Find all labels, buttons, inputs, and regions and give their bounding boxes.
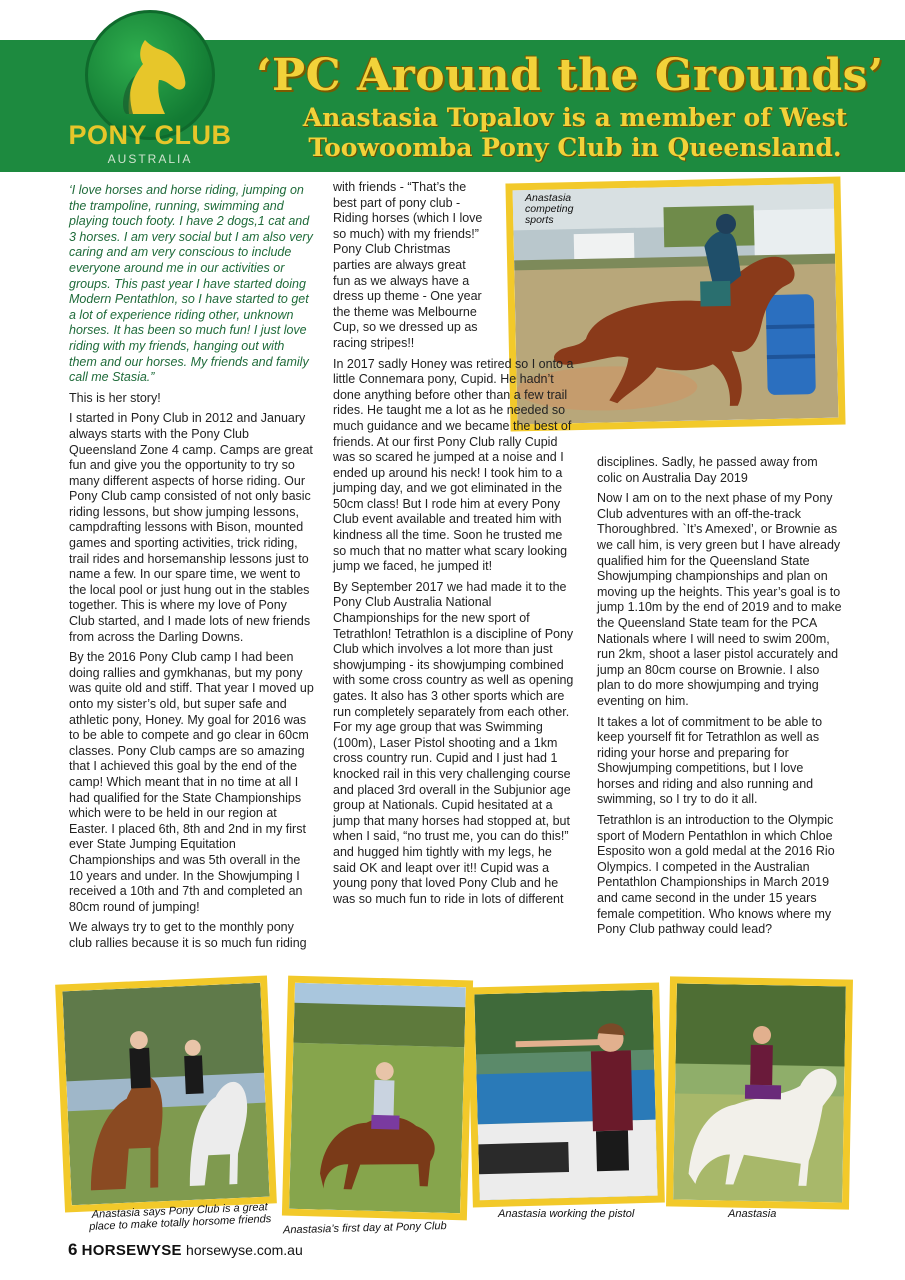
subtitle-line-1: Anastasia Topalov is a member of West (302, 103, 848, 132)
page-number: 6 (68, 1240, 78, 1259)
paragraph: Now I am on to the next phase of my Pony Club adventures with an off-the-track Thoroughbred. `It’s Amexed’, or Brownie as we call him, is very green but I have already qualified him for the Queensland State Showjumping championships and plan on moving up the heights. This year’s goal is to jump 1.10m by the end of 2019 and to make the Queensland State team for the PCA Nationals where I will need to swim 200m, run 2km, shoot a laser pistol accurately and jump an 80cm course on Brownie. I also plan to do more showjumping and trying eventing on him. (597, 491, 842, 708)
paragraph: This is her story! (69, 390, 161, 405)
page-subtitle (270, 103, 880, 163)
paragraph-text: In 2017 sadly Honey was retired so I onto a little Connemara pony, Cupid. He hadn’t done anything before other than a few trail rides. He taught me a lot as he needed so much guidance and we became the best of friends. At our first Pony Club rally Cupid was so scared he jumped at a noise and I ended up around his neck! I took him to a jumping day, and we got eliminated in the 50cm class! But I rode him at every Pony Club event available and treated him with kindness all the time. Soon he trusted me so much that no matter what scary looking jump we faced, he jumped it! (333, 356, 574, 574)
paragraph: By the 2016 Pony Club camp I had been doing rallies and gymkhanas, but my pony was quite old and stiff. That year I moved up onto my sister’s old, but super safe and athletic pony, Honey. My goal for 2016 was to be able to compete and go clear in 60cm classes. Pony Club camps are so amazing that I achieved this goal by the end of the camp! Which meant that in no time at all I had qualified for the State Championships which were to be held in our region at Easter. I placed 6th, 8th and 2nd in my first ever State Jumping Equitation Championships and was 5th overall in the 10 years and under. In the Showjumping I received a 10th and 7th and completed an 80cm round of jumping! (69, 650, 314, 914)
horse-head-icon (99, 24, 199, 124)
caption-anastasia: Anastasia (728, 1208, 777, 1220)
paragraph (333, 357, 578, 575)
caption-first-day: Anastasia’s first day at Pony Club (282, 1220, 447, 1237)
first-day-image (289, 983, 466, 1213)
paragraph: I started in Pony Club in 2012 and January always starts with the Pony Club Queensland Zone 4 camp. Camps are great fun and give you the opportunity to try so many different aspects of horse riding. Our Pony Club camp consisted of not only basic riding lessons, but show jumping lessons, campdrafting lessons with Bison, mounted games and sporting activities, trick riding, trail rides and horsemanship lessons just to name a few. In our spare time, we went to the local pool or just hung out in the stables together. This is where my love of Pony Club started, and I made lots of new friends from across the Darling Downs. (69, 411, 313, 644)
paragraph: disciplines. Sadly, he passed away from colic on Australia Day 2019 (597, 455, 818, 485)
paragraph: By September 2017 we had made it to the Pony Club Australia National Championships for the new sport of Tetrathlon! Tetrathlon is a discipline of Pony Club which involves a lot more than just showjumping - its showjumping combined with some cross country as well as opening gates. It also has 3 other sports which are run completely separately from each other. For my age group that was Swimming (100m), Laser Pistol shooting and a 1km cross country run. Cupid and I just had 1 knocked rail in this very challenging course and placed 3rd overall in the Subjunior age group at Nationals. Cupid hesitated at a jump that many horses had stopped at, but when I said, “no trust me, you can do this!” and hugged him tightly with my legs, he said OK and leapt over it!! Cupid was a young pony that loved Pony Club and he was so much fun to ride in lots of different (333, 579, 574, 906)
main-photo-caption: Anastasia competing sports (525, 192, 574, 226)
intro-quote: ‘I love horses and horse riding, jumping on the trampoline, running, swimming and playing touch footy. I have 2 dogs,1 cat and 3 horses. I am very social but I am also very caring and am very conscious to include everyone around me in our activities or groups. This past year I have started doing Modern Pentathlon, so I have started to get a lot of experience riding other, unknown horses. It has been so much fun! I just love riding with my friends, hanging out with them and our horses. My friends and family call me Stasia.” (69, 183, 313, 385)
article-column-1 (69, 183, 315, 957)
paragraph: It takes a lot of commitment to be able to keep yourself fit for Tetrathlon as well as riding your horse and preparing for Showjumping competitions, but I love horses and riding and also running and swimming, so I try to do it all. (597, 714, 823, 807)
photo-first-day (282, 976, 473, 1221)
pony-club-logo (55, 8, 245, 168)
article-column-3 (597, 455, 843, 943)
grey-horse-image (673, 984, 846, 1203)
photo-pistol (467, 983, 665, 1208)
paragraph: with friends - “That’s the best part of pony club - Riding horses (which I love so much) with my friends!” Pony Club Christmas parties are always great fun as we always have a dress up theme - One year the theme was Melbourne Cup, so we dressed up as racing stripes!! (333, 180, 483, 350)
friends-image (62, 983, 269, 1205)
caption-pistol: Anastasia working the pistol (498, 1208, 635, 1220)
logo-subtitle: AUSTRALIA (107, 152, 193, 166)
pistol-image (474, 990, 657, 1201)
article-column-2 (333, 180, 578, 912)
page-footer (68, 1240, 303, 1260)
magazine-name: HORSEWYSE (81, 1242, 182, 1259)
photo-friends-with-ponies (55, 975, 277, 1212)
subtitle-line-2: Toowoomba Pony Club in Queensland. (308, 133, 842, 162)
logo-name: PONY CLUB (68, 120, 232, 150)
paragraph: We always try to get to the monthly pony club rallies because it is so much fun riding (69, 920, 307, 950)
paragraph: Tetrathlon is an introduction to the Olympic sport of Modern Pentathlon in which Chloe Esposito won a gold medal at the 2016 Rio Olympics. I competed in the Australian Pentathlon Championships in March 2019 and came second in the under 15 years female competition. Who knows where my Pony Club pathway could lead? (597, 813, 835, 937)
website-link[interactable]: horsewyse.com.au (186, 1242, 303, 1258)
page-title: ‘PC Around the Grounds’ (256, 50, 884, 101)
photo-anastasia-grey-horse (666, 976, 853, 1209)
caption-friends: Anastasia says Pony Club is a great place to make totally horsome friends (88, 1201, 272, 1233)
